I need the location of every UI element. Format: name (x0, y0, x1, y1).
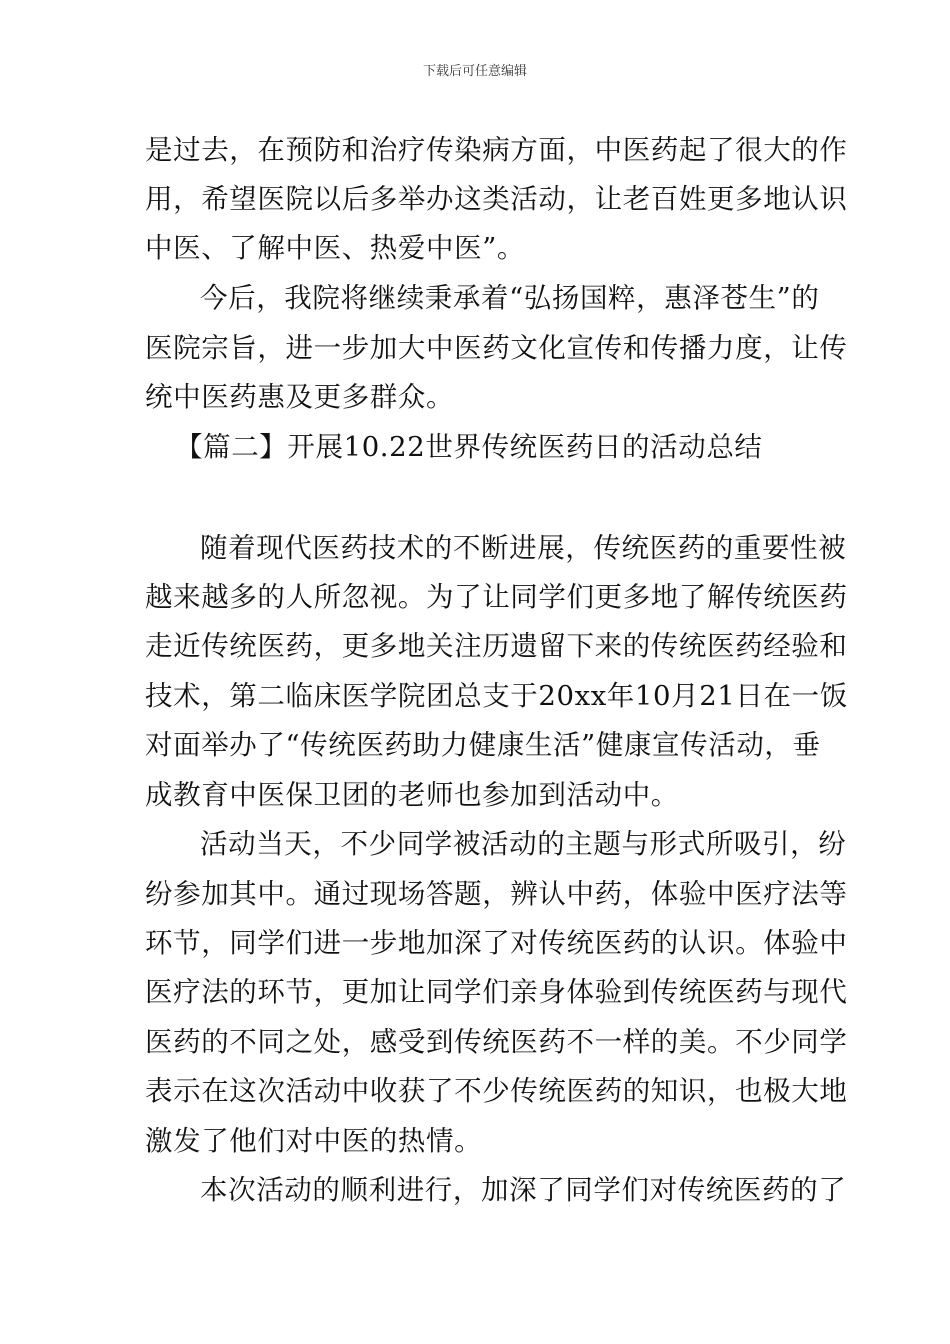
paragraph-line: 表示在这次活动中收获了不少传统医药的知识，也极大地 (145, 1075, 848, 1107)
paragraph-line: 今后，我院将继续秉承着“弘扬国粹，惠泽苍生”的 (200, 282, 820, 314)
paragraph-line: 越来越多的人所忽视。为了让同学们更多地了解传统医药 (145, 581, 848, 613)
paragraph-line: 纷参加其中。通过现场答题，辨认中药，体验中医疗法等 (145, 878, 848, 910)
paragraph-line: 医院宗旨，进一步加大中医药文化宣传和传播力度，让传 (145, 332, 848, 364)
paragraph-line: 本次活动的顺利进行，加深了同学们对传统医药的了 (200, 1174, 847, 1206)
paragraph-line: 技术，第二临床医学院团总支于20xx年10月21日在一饭 (145, 680, 848, 712)
paragraph-line: 中医、了解中医、热爱中医”。 (145, 232, 525, 264)
paragraph-line: 活动当天，不少同学被活动的主题与形式所吸引，纷 (200, 828, 847, 860)
paragraph-line: 统中医药惠及更多群众。 (145, 381, 455, 413)
section-heading: 【篇二】开展10.22世界传统医药日的活动总结 (175, 431, 763, 463)
page-header: 下载后可任意编辑 (422, 64, 527, 79)
paragraph-line: 走近传统医药，更多地关注历遗留下来的传统医药经验和 (145, 630, 848, 662)
paragraph-line: 激发了他们对中医的热情。 (145, 1125, 483, 1157)
paragraph-line: 医疗法的环节，更加让同学们亲身体验到传统医药与现代 (145, 976, 848, 1008)
paragraph-line: 医药的不同之处，感受到传统医药不一样的美。不少同学 (145, 1026, 848, 1058)
paragraph-line: 环节，同学们进一步地加深了对传统医药的认识。体验中 (145, 927, 848, 959)
paragraph-line: 用，希望医院以后多举办这类活动，让老百姓更多地认识 (145, 183, 848, 215)
paragraph-line: 成教育中医保卫团的老师也参加到活动中。 (145, 779, 679, 811)
paragraph-line: 随着现代医药技术的不断进展，传统医药的重要性被 (200, 532, 847, 564)
paragraph-line: 是过去，在预防和治疗传染病方面，中医药起了很大的作 (145, 134, 848, 166)
paragraph-line: 对面举办了“传统医药助力健康生活”健康宣传活动，垂 (145, 729, 821, 761)
